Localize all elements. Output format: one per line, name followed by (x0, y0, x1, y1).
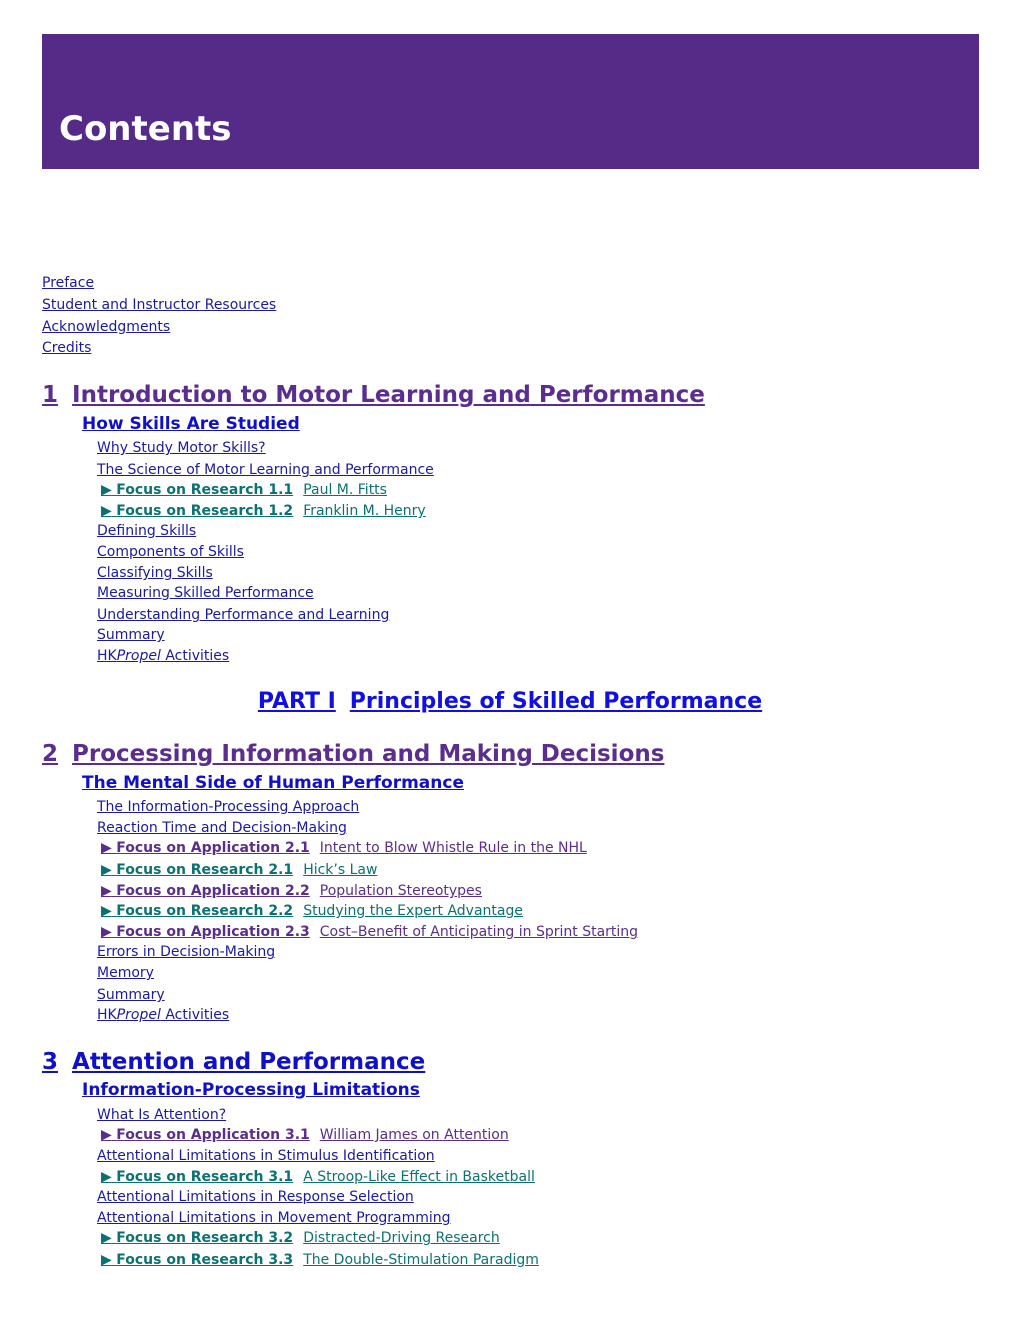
chapter-title: Processing Information and Making Decisions (72, 741, 665, 767)
page-title: Contents (59, 109, 232, 149)
triangle-right-icon: ▶ (101, 503, 112, 519)
toc-entry[interactable]: Attentional Limitations in Response Selection (97, 1189, 414, 1205)
chapter-2-heading[interactable] (42, 739, 664, 769)
toc-entry[interactable]: Measuring Skilled Performance (97, 585, 314, 601)
focus-label: Focus on Research 3.2 (116, 1230, 294, 1246)
toc-entry[interactable]: Summary (97, 627, 165, 643)
focus-research-link[interactable] (101, 902, 523, 920)
contents-banner (42, 34, 979, 169)
focus-research-link[interactable] (101, 1168, 535, 1186)
focus-title: Studying the Expert Advantage (303, 903, 523, 919)
focus-label: Focus on Research 3.3 (116, 1252, 294, 1268)
focus-title: Distracted-Driving Research (303, 1230, 500, 1246)
focus-research-link[interactable] (101, 1251, 539, 1269)
triangle-right-icon: ▶ (101, 924, 112, 940)
part-1-heading[interactable] (0, 688, 1020, 716)
toc-entry[interactable]: Attentional Limitations in Stimulus Identification (97, 1148, 435, 1164)
link-acknowledgments[interactable]: Acknowledgments (42, 319, 171, 335)
focus-research-link[interactable] (101, 481, 387, 499)
focus-label: Focus on Research 1.2 (116, 503, 294, 519)
hk-prefix: HK (97, 1007, 117, 1023)
hk-prefix: HK (97, 648, 117, 664)
triangle-right-icon: ▶ (101, 1169, 112, 1185)
toc-entry[interactable]: What Is Attention? (97, 1107, 227, 1123)
toc-entry[interactable]: Reaction Time and Decision-Making (97, 820, 347, 836)
focus-title: Intent to Blow Whistle Rule in the NHL (319, 840, 587, 856)
triangle-right-icon: ▶ (101, 883, 112, 899)
focus-label: Focus on Application 2.2 (116, 883, 310, 899)
focus-label: Focus on Application 2.3 (116, 924, 310, 940)
chapter-1-section[interactable]: How Skills Are Studied (82, 414, 300, 434)
focus-application-link[interactable] (101, 839, 587, 857)
toc-entry[interactable]: Understanding Performance and Learning (97, 607, 390, 623)
focus-title: A Stroop-Like Effect in Basketball (303, 1169, 535, 1185)
triangle-right-icon: ▶ (101, 840, 112, 856)
triangle-right-icon: ▶ (101, 482, 112, 498)
focus-label: Focus on Application 3.1 (116, 1127, 310, 1143)
toc-entry[interactable]: Components of Skills (97, 544, 244, 560)
focus-research-link[interactable] (101, 502, 426, 520)
chapter-3-section[interactable]: Information-Processing Limitations (82, 1080, 420, 1100)
link-student-instructor-resources[interactable]: Student and Instructor Resources (42, 297, 277, 313)
focus-title: Franklin M. Henry (303, 503, 426, 519)
triangle-right-icon: ▶ (101, 1127, 112, 1143)
focus-label: Focus on Research 2.1 (116, 862, 294, 878)
propel-italic: Propel (116, 1007, 161, 1023)
focus-title: The Double-Stimulation Paradigm (303, 1252, 539, 1268)
focus-research-link[interactable] (101, 1229, 500, 1247)
toc-entry[interactable]: Why Study Motor Skills? (97, 440, 266, 456)
focus-application-link[interactable] (101, 1126, 509, 1144)
toc-entry[interactable]: Summary (97, 987, 165, 1003)
chapter-title: Attention and Performance (72, 1049, 426, 1075)
chapter-2-section[interactable]: The Mental Side of Human Performance (82, 773, 464, 793)
chapter-number: 3 (42, 1049, 59, 1075)
triangle-right-icon: ▶ (101, 1230, 112, 1246)
activities-suffix: Activities (160, 1007, 230, 1023)
part-title: Principles of Skilled Performance (349, 689, 763, 714)
focus-application-link[interactable] (101, 882, 482, 900)
focus-title: Hick’s Law (303, 862, 378, 878)
propel-italic: Propel (116, 648, 161, 664)
toc-entry-hkpropel[interactable] (97, 1006, 229, 1024)
focus-label: Focus on Application 2.1 (116, 840, 310, 856)
focus-title: William James on Attention (319, 1127, 509, 1143)
focus-label: Focus on Research 1.1 (116, 482, 294, 498)
activities-suffix: Activities (160, 648, 230, 664)
toc-entry-hkpropel[interactable] (97, 647, 229, 665)
chapter-1-heading[interactable] (42, 380, 705, 410)
focus-label: Focus on Research 2.2 (116, 903, 294, 919)
chapter-3-heading[interactable] (42, 1047, 425, 1077)
toc-entry[interactable]: Errors in Decision-Making (97, 944, 276, 960)
focus-title: Cost–Benefit of Anticipating in Sprint Starting (319, 924, 639, 940)
focus-title: Paul M. Fitts (303, 482, 387, 498)
toc-entry[interactable]: Defining Skills (97, 523, 197, 539)
part-label: PART I (257, 689, 336, 714)
toc-entry[interactable]: Classifying Skills (97, 565, 213, 581)
triangle-right-icon: ▶ (101, 1252, 112, 1268)
triangle-right-icon: ▶ (101, 903, 112, 919)
toc-entry[interactable]: Attentional Limitations in Movement Programming (97, 1210, 451, 1226)
toc-entry[interactable]: The Science of Motor Learning and Performance (97, 462, 434, 478)
link-credits[interactable]: Credits (42, 340, 92, 356)
toc-entry[interactable]: The Information-Processing Approach (97, 799, 360, 815)
link-preface[interactable]: Preface (42, 275, 95, 291)
triangle-right-icon: ▶ (101, 862, 112, 878)
focus-title: Population Stereotypes (319, 883, 482, 899)
chapter-title: Introduction to Motor Learning and Performance (72, 382, 705, 408)
toc-entry[interactable]: Memory (97, 965, 154, 981)
focus-application-link[interactable] (101, 923, 638, 941)
chapter-number: 1 (42, 382, 59, 408)
chapter-number: 2 (42, 741, 59, 767)
focus-label: Focus on Research 3.1 (116, 1169, 294, 1185)
focus-research-link[interactable] (101, 861, 377, 879)
